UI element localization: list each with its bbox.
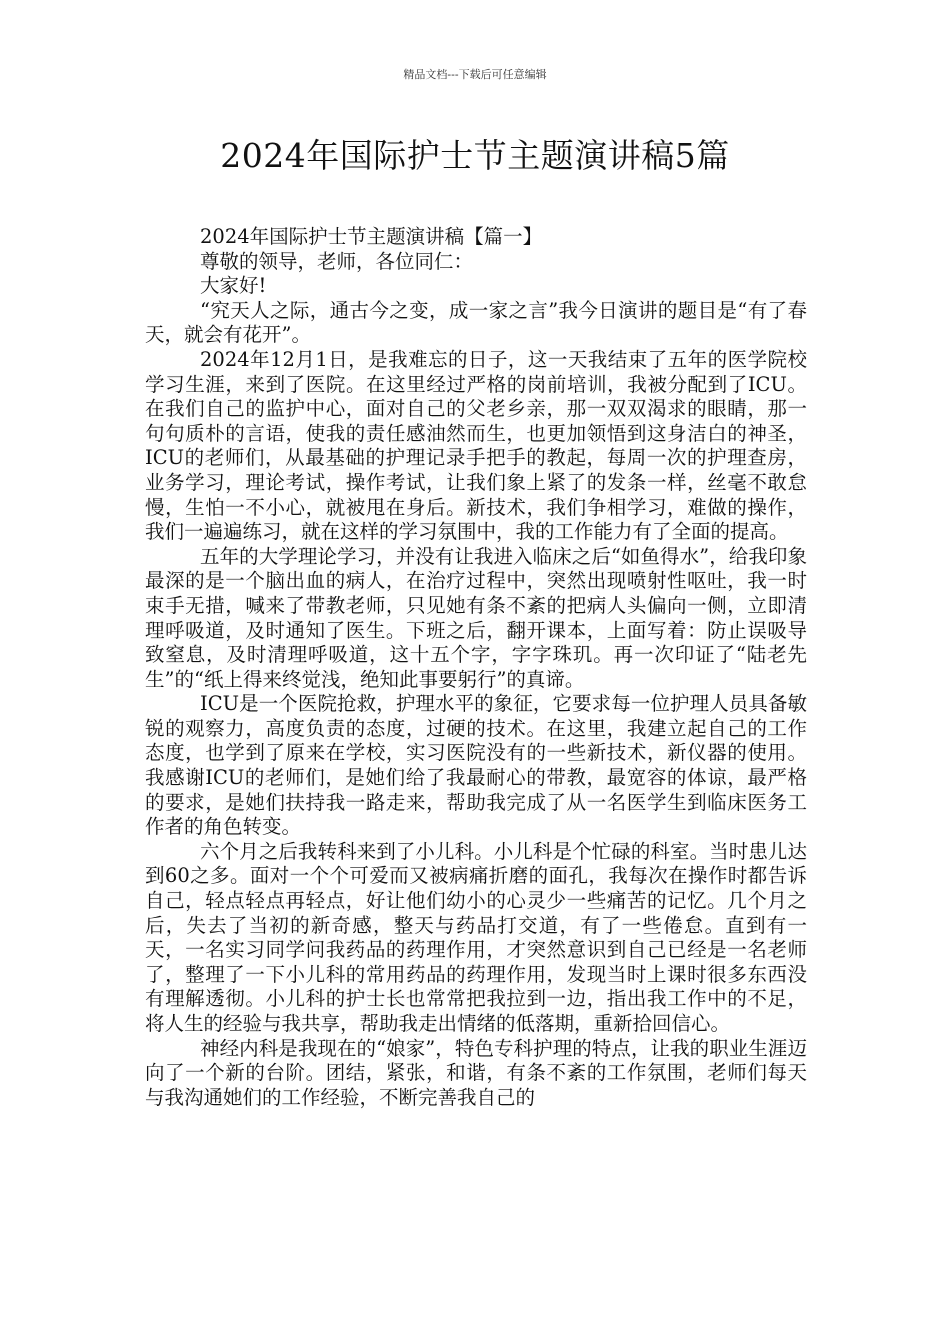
document-title: 2024年国际护士节主题演讲稿5篇 xyxy=(220,136,730,175)
greeting-line: 尊敬的领导，老师，各位同仁： xyxy=(200,249,474,273)
body-paragraph: 神经内科是我现在的“娘家”，特色专科护理的特点，让我的职业生涯迈向了一个新的台阶。团结，紧张，和谐，有条不紊的工作氛围，老师们每天与我沟通她们的工作经验，不断完善我自己的 xyxy=(145,1036,807,1109)
greeting-line: 大家好! xyxy=(200,274,267,298)
body-paragraph: 2024年12月1日，是我难忘的日子，这一天我结束了五年的医学院校学习生涯，来到了医院。在这里经过严格的岗前培训，我被分配到了ICU。在我们自己的监护中心，面对自己的父老乡亲，那一双双渴求的眼睛，那一句句质朴的言语，使我的责任感油然而生，也更加领悟到这身洁白的神圣，ICU的老师们，从最基础的护理记录手把手的教起，每周一次的护理查房，业务学习，理论考试，操作考试，让我们象上紧了的发条一样，丝毫不敢怠慢，生怕一不小心，就被甩在身后。新技术，我们争相学习，难做的操作，我们一遍遍练习，就在这样的学习氛围中，我的工作能力有了全面的提高。 xyxy=(145,347,807,544)
section-heading: 2024年国际护士节主题演讲稿【篇一】 xyxy=(200,225,543,248)
document-body xyxy=(145,225,807,1110)
body-paragraph: 六个月之后我转科来到了小儿科。小儿科是个忙碌的科室。当时患儿达到60之多。面对一个个可爱而又被病痛折磨的面孔，我每次在操作时都告诉自己，轻点轻点再轻点，好让他们幼小的心灵少一些痛苦的记忆。几个月之后，失去了当初的新奇感，整天与药品打交道，有了一些倦怠。直到有一天，一名实习同学问我药品的药理作用，才突然意识到自己已经是一名老师了，整理了一下小儿科的常用药品的药理作用，发现当时上课时很多东西没有理解透彻。小儿科的护士长也常常把我拉到一边，指出我工作中的不足，将人生的经验与我共享，帮助我走出情绪的低落期，重新拾回信心。 xyxy=(145,839,807,1035)
document-header-note: 精品文档---下载后可任意编辑 xyxy=(403,68,547,81)
body-paragraph: 五年的大学理论学习，并没有让我进入临床之后“如鱼得水”，给我印象最深的是一个脑出血的病人，在治疗过程中，突然出现喷射性呕吐，我一时束手无措，喊来了带教老师，只见她有条不紊的把病人头偏向一侧，立即清理呼吸道，及时通知了医生。下班之后，翻开课本，上面写着：防止误吸导致窒息，及时清理呼吸道，这十五个字，字字珠玑。再一次印证了“陆老先生”的“纸上得来终觉浅，绝知此事要躬行”的真谛。 xyxy=(145,544,807,691)
body-paragraph: “究天人之际，通古今之变，成一家之言”我今日演讲的题目是“有了春天，就会有花开”。 xyxy=(145,298,807,347)
body-paragraph: ICU是一个医院抢救，护理水平的象征，它要求每一位护理人员具备敏锐的观察力，高度负责的态度，过硬的技术。在这里，我建立起自己的工作态度，也学到了原来在学校，实习医院没有的一些新技术，新仪器的使用。我感谢ICU的老师们，是她们给了我最耐心的带教，最宽容的体谅，最严格的要求，是她们扶持我一路走来，帮助我完成了从一名医学生到临床医务工作者的角色转变。 xyxy=(145,692,807,839)
